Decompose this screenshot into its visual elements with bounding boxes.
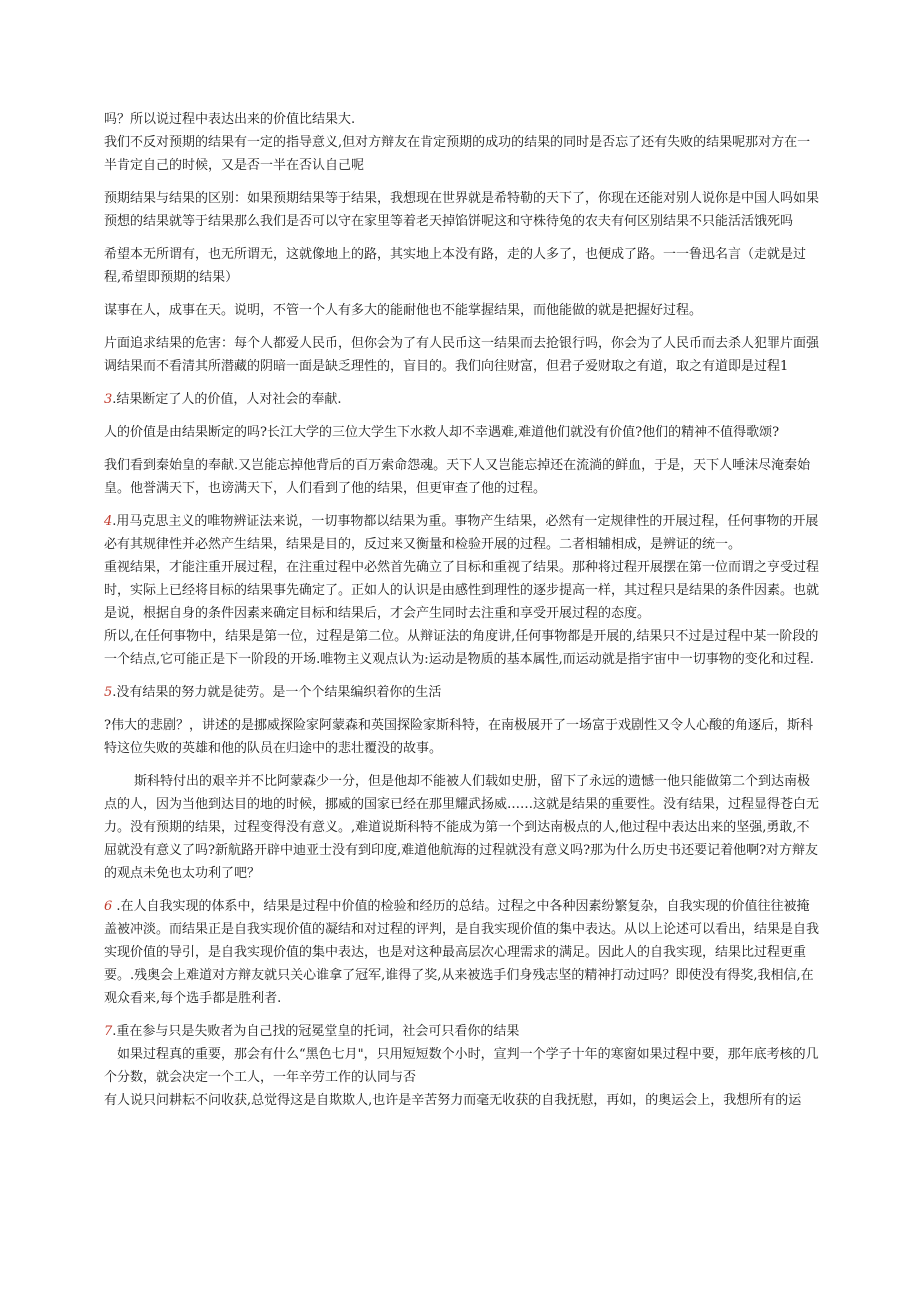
paragraph: 片面追求结果的危害：每个人都爱人民币，但你会为了有人民币这一结果而去抢银行吗，你会为了人民币而去杀人犯罪片面强调结果而不看清其所潜藏的阴暗一面是缺乏理性的，盲目的。我们向往财富，但君子爱财取之有道，取之有道即是过程1 bbox=[104, 336, 820, 374]
paragraph: 斯科特付出的艰辛并不比阿蒙森少一分，但是他却不能被人们载如史册，留下了永远的遗憾一他只能做第二个到达南极点的人，因为当他到达目的地的时候，挪威的国家已经在那里耀武扬威……这就是结果的重要性。没有结果，过程显得苍白无力。没有预期的结果，过程变得没有意义。,难道说斯科特不能成为第一个到达南极点的人,他过程中表达出来的坚强,勇敢,不屈就没有意义了吗?新航路开辟中迪亚士没有到印度,难道他航海的过程就没有意义吗?那为什么历史书还要记着他啊?对方辩友的观点未免也太功利了吧？ bbox=[104, 774, 820, 881]
paragraph: 我们看到秦始皇的奉献.又岂能忘掉他背后的百万索命怨魂。天下人又岂能忘掉还在流淌的鲜血，于是，天下人唾沫尽淹秦始皇。他誉满天下，也谤满天下，人们看到了他的结果，但更审查了他的过程。 bbox=[104, 458, 811, 496]
section-heading-text: .用马克思主义的唯物辨证法来说，一切事物都以结果为重。事物产生结果，必然有一定规律性的开展过程，任何事物的开展必有其规律性并必然产生结果，结果是目的，反过来又衡量和检验开展的过程。二者相辅相成，是辨证的统一。 bbox=[104, 514, 819, 552]
section-number: 3 bbox=[104, 392, 113, 407]
paragraph: 希望本无所谓有，也无所谓无，这就像地上的路，其实地上本没有路，走的人多了，也便成了路。一一鲁迅名言（走就是过程,希望即预期的结果） bbox=[104, 247, 807, 285]
paragraph: 我们不反对预期的结果有一定的指导意义,但对方辩友在肯定预期的成功的结果的同时是否忘了还有失败的结果呢那对方在一半肯定自己的时候，又是否一半在否认自己呢 bbox=[104, 135, 811, 173]
paragraph: 所以,在任何事物中，结果是第一位，过程是第二位。从辩证法的角度讲,任何事物都是开展的,结果只不过是过程中某一阶段的一个结点,它可能正是下一阶段的开场.唯物主义观点认为:运动是物质的基本属性,而运动就是指宇宙中一切事物的变化和过程. bbox=[104, 629, 819, 667]
paragraph: 有人说只问耕耘不问收获,总觉得这是自欺欺人,也许是辛苦努力而毫无收获的自我抚慰，再如，的奥运会上，我想所有的运 bbox=[104, 1093, 802, 1108]
section-number: 5 bbox=[104, 685, 113, 700]
paragraph: 人的价值是由结果断定的吗?长江大学的三位大学生下水救人却不幸遇难,难道他们就没有价值?他们的精神不值得歌颂? bbox=[104, 425, 780, 440]
section-heading-text: .重在参与只是失败者为自己找的冠冕堂皇的托词，社会可只看你的结果 bbox=[112, 1024, 520, 1039]
paragraph: 预期结果与结果的区别：如果预期结果等于结果，我想现在世界就是希特勒的天下了，你现在还能对别人说你是中国人吗如果预想的结果就等于结果那么我们是否可以守在家里等着老天掉馅饼呢这和守株待兔的农夫有何区别结果不只能活活饿死吗 bbox=[104, 191, 820, 229]
paragraph: 谋事在人，成事在天。说明，不管一个人有多大的能耐他也不能掌握结果，而他能做的就是把握好过程。 bbox=[104, 303, 703, 318]
section-number: 4 bbox=[104, 514, 113, 529]
paragraph: ?伟大的悲剧？，讲述的是挪威探险家阿蒙森和英国探险家斯科特，在南极展开了一场富于戏剧性又令人心酸的角逐后，斯科特这位失败的英雄和他的队员在归途中的悲壮覆没的故事。 bbox=[104, 718, 813, 756]
section-heading-4 bbox=[104, 510, 820, 556]
section-heading-5 bbox=[104, 681, 820, 704]
section-heading-7 bbox=[104, 1020, 820, 1043]
document-body bbox=[104, 108, 820, 1112]
section-heading-text: .在人自我实现的体系中，结果是过程中价值的检验和经历的总结。过程之中各种因素纷繁复杂，自我实现的价值往往被掩盖被冲淡。而结果正是自我实现价值的凝结和对过程的评判，是自我实现价值的集中表达。从以上论述可以看出，结果是自我实现价值的导引，是自我实现价值的集中表达，也是对这种最高层次心理需求的满足。因此人的自我实现，结果比过程更重要。.残奥会上难道对方辩友就只关心谁拿了冠军,谁得了奖,从来被选手们身残志坚的精神打动过吗？即使没有得奖,我相信,在观众看来,每个选手都是胜利者. bbox=[104, 899, 820, 1006]
section-number: 6 bbox=[104, 899, 113, 914]
paragraph: 吗？所以说过程中表达出来的价值比结果大. bbox=[104, 112, 356, 127]
section-number: 7 bbox=[104, 1024, 113, 1039]
section-heading-text: .结果断定了人的价值，人对社会的奉献. bbox=[112, 392, 342, 407]
paragraph: 重视结果，才能注重开展过程，在注重过程中必然首先确立了目标和重视了结果。那种将过程开展摆在第一位而谓之亨受过程时，实际上已经将目标的结果事先确定了。正如人的认识是由感性到理性的逐步提高一样，其过程只是结果的条件因素。也就是说，根据自身的条件因素来确定目标和结果后，才会产生同时去注重和享受开展过程的态度。 bbox=[104, 560, 820, 621]
section-heading-3 bbox=[104, 388, 820, 411]
section-heading-text: .没有结果的努力就是徒劳。是一个个结果编织着你的生活 bbox=[112, 685, 442, 700]
paragraph: 如果过程真的重要，那会有什么“黑色七月"，只用短短数个小时，宣判一个学子十年的寒窗如果过程中要，那年底考核的几个分数，就会决定一个工人，一年辛劳工作的认同与否 bbox=[104, 1047, 819, 1085]
section-heading-6 bbox=[104, 895, 820, 1010]
